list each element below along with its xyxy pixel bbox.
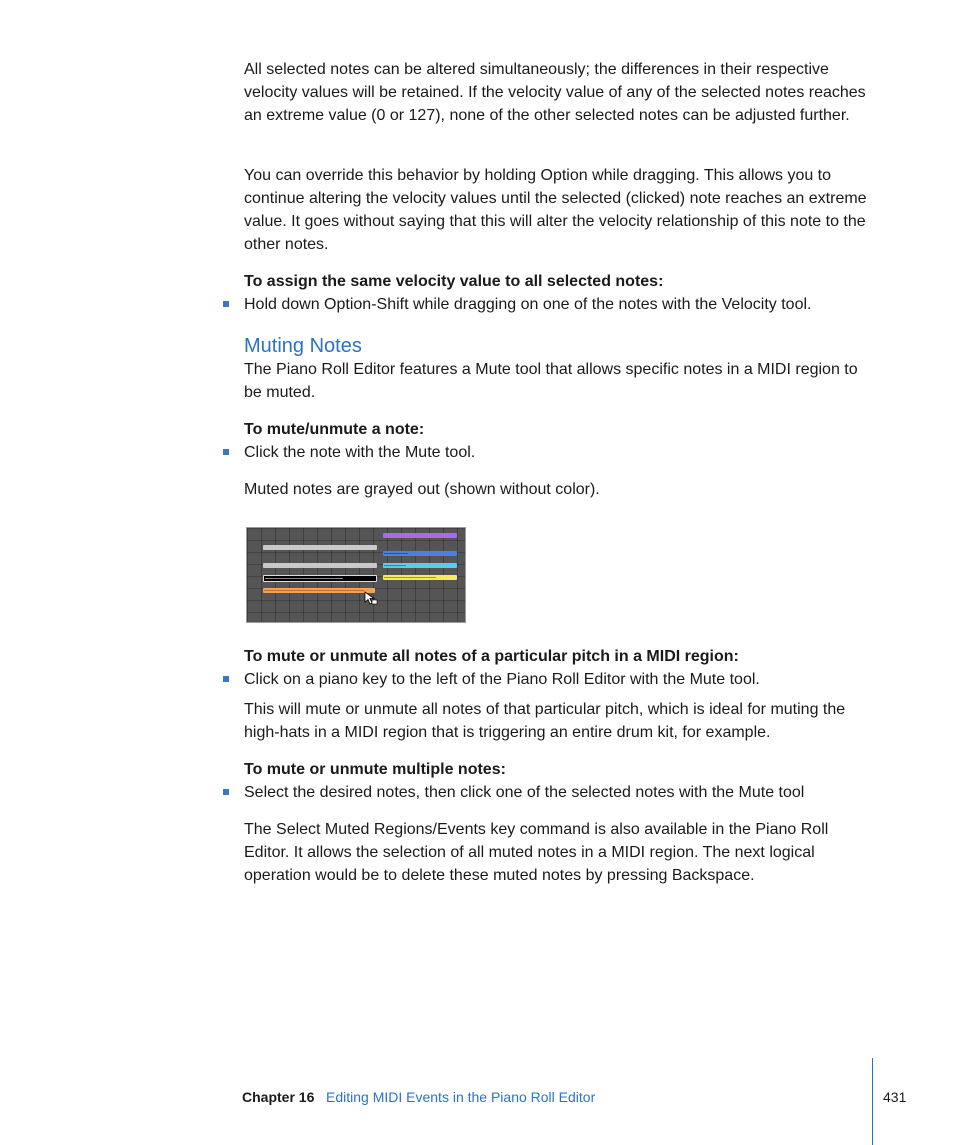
paragraph-mute-pitch-detail: This will mute or unmute all notes of that particular pitch, which is ideal for muting the high-hats in a MIDI region that is triggering an entire drum kit, for example. [244,701,846,741]
yellow-note [383,575,457,580]
bullet-square-icon [223,789,229,795]
paragraph-velocity-retained: All selected notes can be altered simultaneously; the differences in their respective velocity values will be retained. If the velocity value of any of the selected notes reaches an extreme value (0 or 127), none of the other selected notes can be adjusted further. [244,61,866,124]
muted-note [263,563,377,568]
orange-note [263,588,375,593]
paragraph-select-muted: The Select Muted Regions/Events key command is also available in the Piano Roll Editor. It allows the selection of all muted notes in a MIDI region. The next logical operation would be to delete these muted notes by pressing Backspace. [244,821,829,884]
footer-divider [872,1058,873,1145]
paragraph-option-override: You can override this behavior by holding Option while dragging. This allows you to continue altering the velocity values until the selected (clicked) note reaches an extreme value. It goes without saying that this will alter the velocity relationship of this note to the other notes. [244,167,867,253]
heading-mute-multiple: To mute or unmute multiple notes: [244,761,506,778]
bullet-square-icon [223,449,229,455]
piano-roll-screenshot [246,527,466,623]
blue-note [383,551,457,556]
heading-mute-pitch: To mute or unmute all notes of a particular pitch in a MIDI region: [244,648,739,665]
bullet-square-icon [223,301,229,307]
page-number: 431 [883,1089,907,1105]
cyan-note [383,563,457,568]
mute-tool-cursor-icon [364,591,378,605]
footer-chapter-title: Editing MIDI Events in the Piano Roll Editor [326,1089,596,1105]
paragraph-muted-grayed: Muted notes are grayed out (shown without color). [244,481,600,498]
purple-note [383,533,457,538]
paragraph-muting-intro: The Piano Roll Editor features a Mute tool that allows specific notes in a MIDI region to be muted. [244,361,858,401]
heading-mute-note: To mute/unmute a note: [244,421,425,438]
muted-note [263,545,377,550]
footer-chapter: Chapter 16 [242,1089,315,1105]
heading-assign-velocity: To assign the same velocity value to all selected notes: [244,273,664,290]
section-title-muting-notes: Muting Notes [244,335,362,357]
bullet-square-icon [223,676,229,682]
selected-note [263,575,377,582]
